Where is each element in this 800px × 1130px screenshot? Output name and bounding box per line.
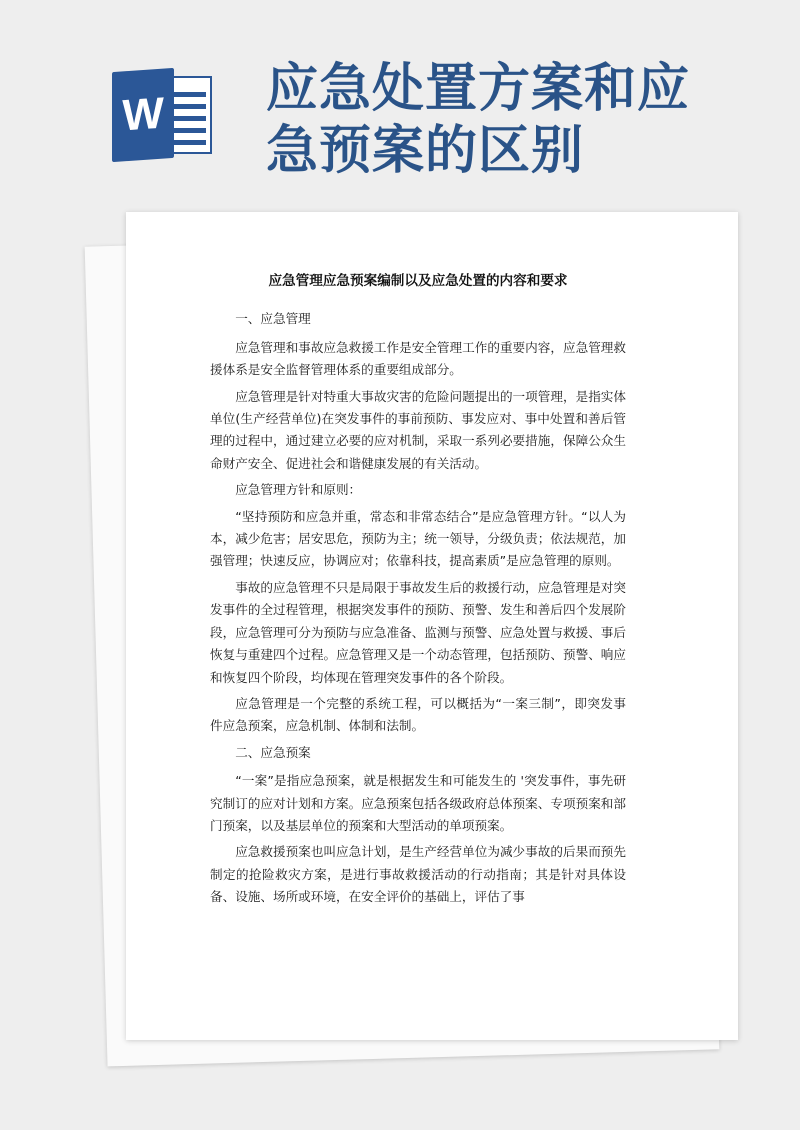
document-title: 应急管理应急预案编制以及应急处置的内容和要求 (268, 273, 568, 289)
paragraph: “一案”是指应急预案，就是根据发生和可能发生的 '突发事件，事先研究制订的应对计划和方案。应急预案包括各级政府总体预案、专项预案和部门预案，以及基层单位的预案和大型活动的单项预案。 (210, 773, 626, 833)
paragraph: 应急管理是一个完整的系统工程，可以概括为“一案三制”，即突发事件应急预案，应急机制、体制和法制。 (210, 695, 626, 734)
paragraph: 应急救援预案也叫应急计划，是生产经营单位为减少事故的后果而预先制定的抢险救灾方案，是进行事故救援活动的行动指南；其是针对具体设备、设施、场所或环境，在安全评价的基础上，评估了事 (210, 844, 626, 905)
page-title-line-1: 应急处置方案和应 (266, 59, 691, 119)
word-w-badge: W (112, 68, 174, 162)
page-title (266, 58, 786, 182)
paragraph: 应急管理是针对特重大事故灾害的危险问题提出的一项管理，是指实体单位(生产经营单位)在突发事件的事前预防、事发应对、事中处置和善后管理的过程中，通过建立必要的应对机制，采取一系列必要措施，保障公众生命财产安全、促进社会和谐健康发展的有关活动。 (210, 388, 626, 471)
word-document-icon (112, 70, 222, 160)
document-content (210, 270, 626, 913)
section-heading-2: 二、应急预案 (235, 744, 311, 760)
paragraph: 事故的应急管理不只是局限于事故发生后的救援行动，应急管理是对突发事件的全过程管理，根据突发事件的预防、预警、发生和善后四个发展阶段，应急管理可分为预防与应急准备、监测与预警、应急处置与救援、事后恢复与重建四个过程。应急管理又是一个动态管理，包括预防、预警、响应和恢复四个阶段，均体现在管理突发事件的各个阶段。 (210, 579, 626, 685)
section-heading-1: 一、应急管理 (235, 311, 311, 327)
paragraph: “坚持预防和应急并重，常态和非常态结合”是应急管理方针。“以人为本，减少危害；居安思危，预防为主；统一领导，分级负责；依法规范，加强管理；快速反应，协调应对；依靠科技，提高素质”是应急管理的原则。 (210, 508, 626, 569)
page-title-line-2: 急预案的区别 (266, 121, 585, 181)
paragraph: 应急管理和事故应急救援工作是安全管理工作的重要内容，应急管理救援体系是安全监督管理体系的重要组成部分。 (210, 339, 626, 378)
header (0, 0, 800, 200)
paragraph: 应急管理方针和原则： (235, 482, 362, 498)
document-page[interactable] (126, 212, 738, 1040)
